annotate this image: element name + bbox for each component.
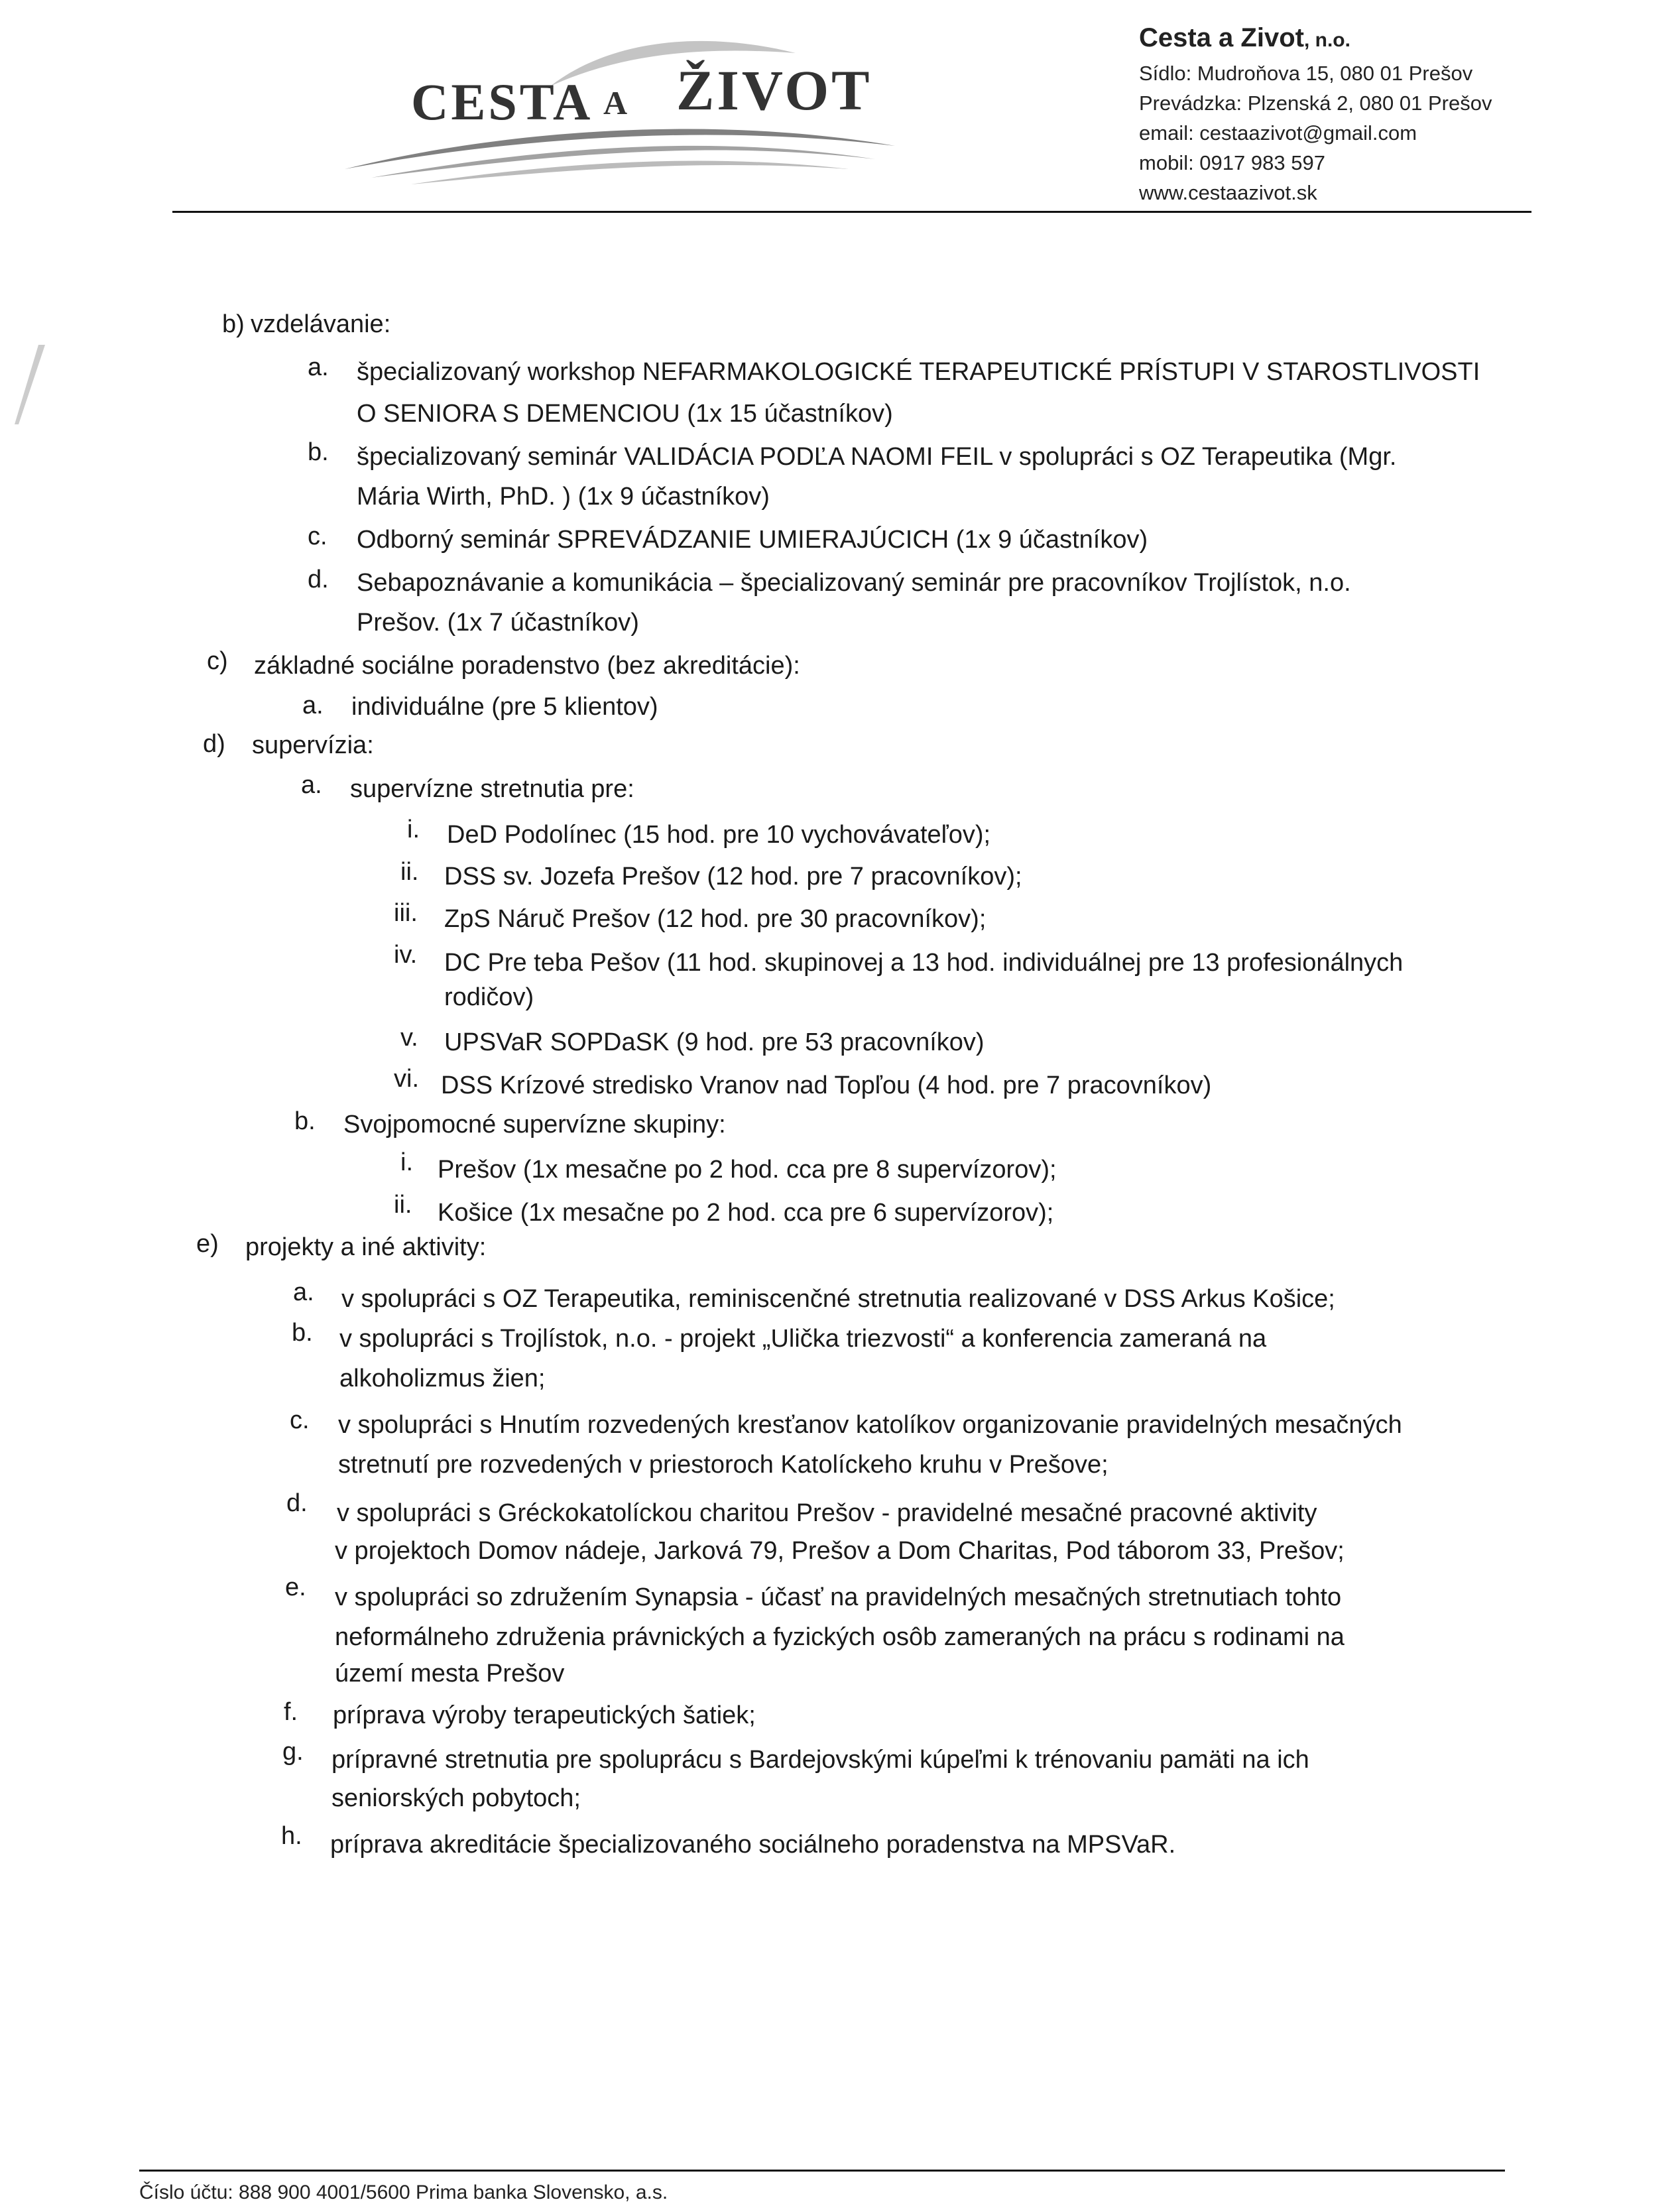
bank-account-text: Číslo účtu: 888 900 4001/5600 Prima banka Slovensko, a.s. [139, 2181, 668, 2203]
list-item-line: supervízne stretnutia pre: [350, 775, 634, 803]
section-d-marker: d) [203, 730, 225, 758]
section-b-title: vzdelávanie: [251, 310, 391, 338]
list-marker: c. [290, 1406, 310, 1434]
list-marker: a. [293, 1278, 314, 1306]
list-item-line: stretnutí pre rozvedených v priestoroch Katolíckeho kruhu v Prešove; [338, 1451, 1108, 1479]
sublist-item-line: UPSVaR SOPDaSK (9 hod. pre 53 pracovníkov) [444, 1028, 985, 1056]
list-marker: c. [308, 522, 328, 550]
list-item-line: Sebapoznávanie a komunikácia – špecializovaný seminár pre pracovníkov Trojlístok, n.o. [357, 569, 1351, 597]
list-item-line: individuálne (pre 5 klientov) [351, 693, 658, 721]
list-item-line: špecializovaný workshop NEFARMAKOLOGICKÉ TERAPEUTICKÉ PRÍSTUPI V STAROSTLIVOSTI [357, 358, 1480, 386]
organization-name: Cesta a Zivot, n.o. [1139, 23, 1350, 52]
list-marker: d. [308, 566, 329, 593]
header-divider [172, 211, 1531, 213]
sublist-item-line: DSS sv. Jozefa Prešov (12 hod. pre 7 pracovníkov); [444, 863, 1022, 891]
sublist-marker: vi. [394, 1065, 419, 1093]
section-e-title: projekty a iné aktivity: [245, 1233, 487, 1261]
list-marker: f. [284, 1698, 298, 1726]
list-marker: a. [302, 692, 324, 719]
list-marker: b. [294, 1107, 316, 1135]
footer-divider [139, 2170, 1505, 2172]
list-item-line: príprava akreditácie špecializovaného sociálneho poradenstva na MPSVaR. [330, 1831, 1176, 1859]
logo-word-a: A [603, 84, 628, 121]
mobile-text: mobil: 0917 983 597 [1139, 151, 1325, 174]
list-marker: a. [308, 353, 329, 381]
list-item-line: v spolupráci s Hnutím rozvedených kresťanov katolíkov organizovanie pravidelných mesačných [338, 1411, 1402, 1439]
list-marker: g. [282, 1738, 304, 1766]
section-c-title: základné sociálne poradenstvo (bez akreditácie): [254, 652, 800, 680]
sublist-marker: ii. [394, 1191, 412, 1219]
list-item-line: v spolupráci s Trojlístok, n.o. - projekt „Ulička triezvosti“ a konferencia zameraná na [339, 1325, 1267, 1353]
list-item-line: neformálneho združenia právnických a fyzických osôb zameraných na prácu s rodinami na [335, 1623, 1345, 1651]
sublist-marker: iv. [394, 941, 418, 969]
list-marker: a. [301, 771, 322, 799]
list-item-line: Odborný seminár SPREVÁDZANIE UMIERAJÚCICH (1x 9 účastníkov) [357, 526, 1148, 554]
list-item-line: v spolupráci s OZ Terapeutika, reminiscenčné stretnutia realizované v DSS Arkus Košice; [341, 1285, 1335, 1313]
cesta-a-zivot-logo [331, 33, 928, 186]
list-item-line: Svojpomocné supervízne skupiny: [343, 1111, 726, 1138]
list-item-line: území mesta Prešov [335, 1660, 565, 1688]
sublist-item-line: DeD Podolínec (15 hod. pre 10 vychovávateľov); [447, 821, 991, 849]
organization-contact [1139, 20, 1492, 208]
sublist-item-line: rodičov) [444, 983, 534, 1011]
list-item-line: príprava výroby terapeutických šatiek; [333, 1701, 756, 1729]
list-marker: h. [281, 1822, 302, 1850]
list-marker: b. [292, 1319, 313, 1347]
list-item-line: špecializovaný seminár VALIDÁCIA PODĽA NAOMI FEIL v spolupráci s OZ Terapeutika (Mgr. [357, 443, 1397, 471]
sublist-marker: i. [400, 1148, 413, 1176]
address-seat: Sídlo: Mudroňova 15, 080 01 Prešov [1139, 62, 1473, 85]
list-marker: d. [286, 1489, 308, 1517]
website-text: www.cestaazivot.sk [1139, 181, 1317, 204]
logo-word-zivot: ŽIVOT [676, 58, 872, 122]
sublist-marker: i. [407, 816, 420, 843]
list-item-line: v spolupráci so združením Synapsia - účasť na pravidelných mesačných stretnutiach tohto [335, 1583, 1342, 1611]
scan-edge-mark [12, 345, 52, 424]
section-c-marker: c) [207, 647, 228, 675]
sublist-marker: v. [400, 1024, 418, 1052]
list-item-line: v spolupráci s Gréckokatolíckou charitou Prešov - pravidelné mesačné pracovné aktivity [337, 1499, 1317, 1527]
sublist-item-line: ZpS Náruč Prešov (12 hod. pre 30 pracovníkov); [444, 905, 987, 933]
list-item-line: alkoholizmus žien; [339, 1365, 546, 1392]
sublist-item-line: DC Pre teba Pešov (11 hod. skupinovej a 13 hod. individuálnej pre 13 profesionálnych [444, 949, 1404, 977]
section-e-marker: e) [196, 1230, 219, 1258]
sublist-item-line: Prešov (1x mesačne po 2 hod. cca pre 8 supervízorov); [438, 1156, 1057, 1184]
sublist-item-line: Košice (1x mesačne po 2 hod. cca pre 6 supervízorov); [438, 1199, 1054, 1227]
section-b-marker: b) [222, 310, 245, 338]
list-item-line: prípravné stretnutia pre spoluprácu s Bardejovskými kúpeľmi k trénovaniu pamäti na ich [331, 1746, 1309, 1774]
list-item-line: Mária Wirth, PhD. ) (1x 9 účastníkov) [357, 483, 770, 511]
list-item-line: Prešov. (1x 7 účastníkov) [357, 609, 639, 637]
logo-word-cesta: CESTA [411, 73, 593, 131]
list-item-line: O SENIORA S DEMENCIOU (1x 15 účastníkov) [357, 400, 893, 428]
email-text: email: cestaazivot@gmail.com [1139, 121, 1417, 145]
list-marker: e. [285, 1573, 306, 1601]
section-d-title: supervízia: [252, 731, 374, 759]
list-item-line: v projektoch Domov nádeje, Jarková 79, Prešov a Dom Charitas, Pod táborom 33, Prešov; [335, 1537, 1345, 1565]
address-operation: Prevádzka: Plzenská 2, 080 01 Prešov [1139, 92, 1492, 115]
sublist-marker: ii. [400, 858, 419, 886]
list-marker: b. [308, 438, 329, 466]
list-item-line: seniorských pobytoch; [331, 1784, 581, 1812]
sublist-item-line: DSS Krízové stredisko Vranov nad Topľou (4 hod. pre 7 pracovníkov) [441, 1072, 1212, 1099]
sublist-marker: iii. [394, 899, 418, 927]
